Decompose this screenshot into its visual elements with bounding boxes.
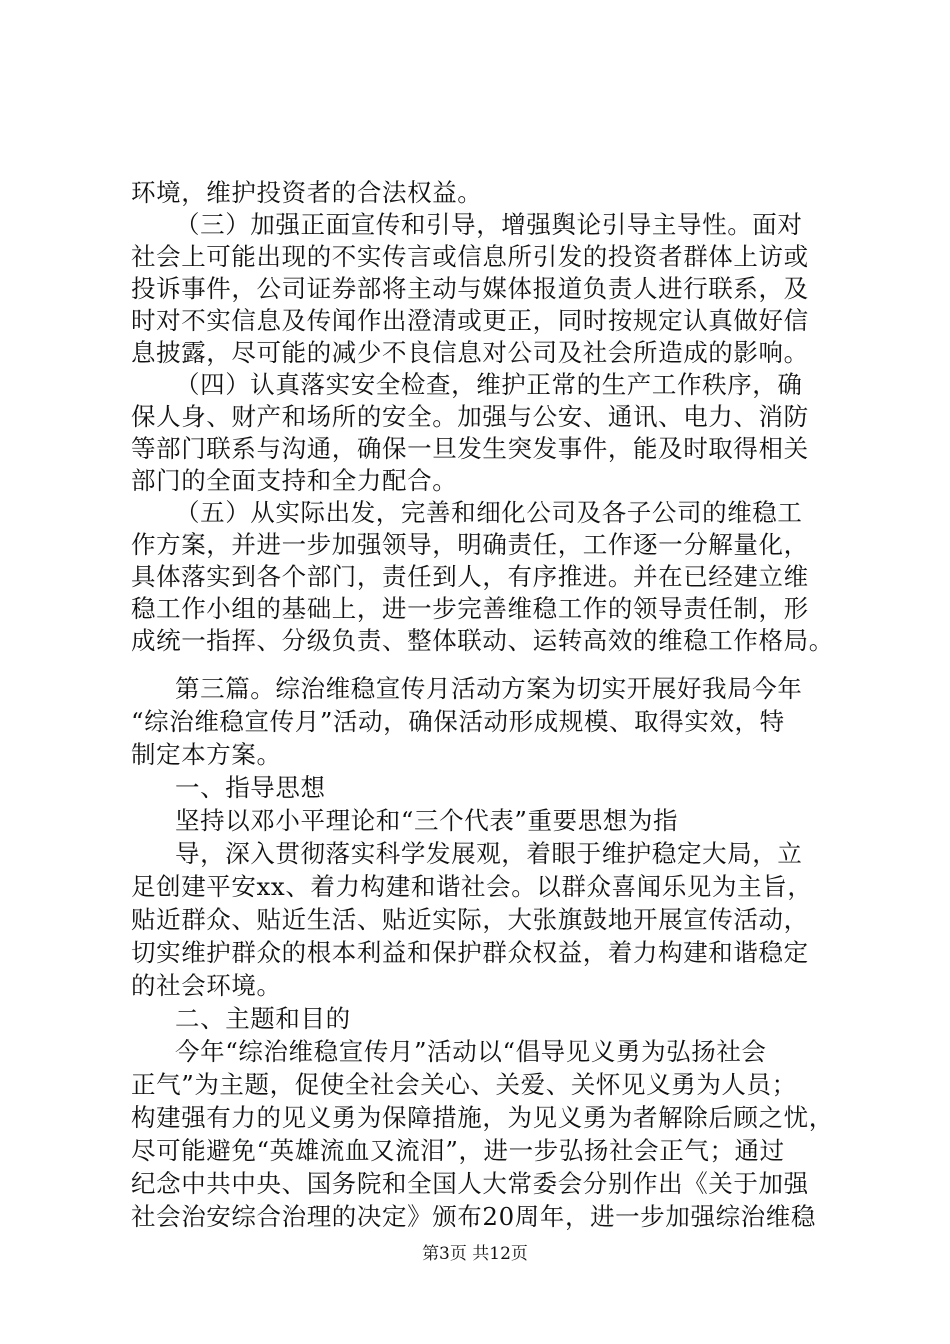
text-line: 足创建平安xx、着力构建和谐社会。以群众喜闻乐见为主旨， (131, 872, 813, 901)
text-line: 构建强有力的见义勇为保障措施，为见义勇为者解除后顾之忧， (131, 1103, 834, 1132)
text-line: 具体落实到各个部门，责任到人，有序推进。并在已经建立维 (131, 562, 809, 591)
text-line: 制定本方案。 (131, 740, 282, 769)
text-line: 等部门联系与沟通，确保一旦发生突发事件，能及时取得相关 (131, 434, 809, 463)
text-line: 的社会环境。 (131, 971, 282, 1000)
heading-theme-purpose: 二、主题和目的 (175, 1004, 351, 1033)
text-line: 投诉事件，公司证券部将主动与媒体报道负责人进行联系，及 (131, 274, 809, 303)
section-title: 第三篇。综治维稳宣传月活动方案为切实开展好我局今年 (175, 674, 803, 703)
text-line: 坚持以邓小平理论和“三个代表”重要思想为指 (175, 806, 679, 835)
paragraph-heading: （五）从实际出发，完善和细化公司及各子公司的维稳工 (175, 498, 803, 527)
page-number-footer: 第3页 共12页 (422, 1244, 528, 1264)
text-line: 切实维护群众的根本利益和保护群众权益，着力构建和谐稳定 (131, 938, 809, 967)
text-line: 尽可能避免“英雄流血又流泪”，进一步弘扬社会正气；通过 (131, 1136, 785, 1165)
text-line: 贴近群众、贴近生活、贴近实际，大张旗鼓地开展宣传活动， (131, 905, 809, 934)
paragraph-heading: （三）加强正面宣传和引导，增强舆论引导主导性。面对 (175, 210, 803, 239)
text-line: 今年“综治维稳宣传月”活动以“倡导见义勇为弘扬社会 (175, 1037, 767, 1066)
text-line: 成统一指挥、分级负责、整体联动、运转高效的维稳工作格局。 (131, 626, 834, 655)
text-line: 保人身、财产和场所的安全。加强与公安、通讯、电力、消防 (131, 402, 809, 431)
text-line: 纪念中共中央、国务院和全国人大常委会分别作出《关于加强 (131, 1169, 809, 1198)
text-line: 导，深入贯彻落实科学发展观，着眼于维护稳定大局，立 (175, 839, 803, 868)
text-line: 作方案，并进一步加强领导，明确责任，工作逐一分解量化， (131, 530, 809, 559)
text-line: 息披露，尽可能的减少不良信息对公司及社会所造成的影响。 (131, 338, 809, 367)
text-line: 时对不实信息及传闻作出澄清或更正，同时按规定认真做好信 (131, 306, 809, 335)
text-line: 社会治安综合治理的决定》颁布20周年，进一步加强综治维稳 (131, 1202, 816, 1231)
text-line: 社会上可能出现的不实传言或信息所引发的投资者群体上访或 (131, 242, 809, 271)
text-line: “综治维稳宣传月”活动，确保活动形成规模、取得实效，特 (131, 707, 785, 736)
heading-guiding-thought: 一、指导思想 (175, 773, 326, 802)
text-line: 部门的全面支持和全力配合。 (131, 466, 458, 495)
paragraph-heading: （四）认真落实安全检查，维护正常的生产工作秩序，确 (175, 370, 803, 399)
text-line: 环境，维护投资者的合法权益。 (131, 178, 483, 207)
text-line: 正气”为主题，促使全社会关心、关爱、关怀见义勇为人员； (131, 1070, 797, 1099)
text-line: 稳工作小组的基础上，进一步完善维稳工作的领导责任制，形 (131, 594, 809, 623)
